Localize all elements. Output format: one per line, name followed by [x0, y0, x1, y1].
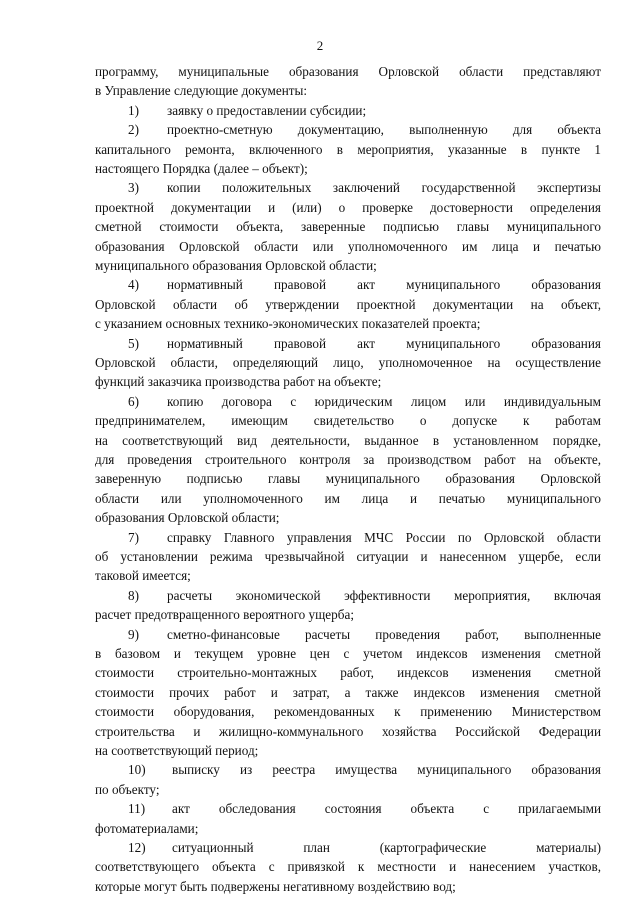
text-line: для проведения строительного контроля за производством работ на объекте,: [95, 452, 601, 467]
list-item-number: 8): [128, 588, 139, 603]
list-item-number: 5): [128, 336, 139, 351]
list-item-text: нормативный правовой акт муниципального образования: [167, 277, 601, 292]
list-item-number: 3): [128, 180, 139, 195]
list-item-text: расчеты экономической эффективности мероприятия, включая: [167, 588, 601, 603]
text-line: образования Орловской области;: [95, 510, 280, 525]
list-item-text: акт обследования состояния объекта с прилагаемыми: [172, 801, 601, 816]
list-item-number: 2): [128, 122, 139, 137]
list-item-text: ситуационный план (картографические материалы): [172, 840, 601, 855]
text-line: строительства и жилищно-коммунального хозяйства Российской Федерации: [95, 724, 601, 739]
text-line: проектной документации и (или) о проверке достоверности определения: [95, 200, 601, 215]
text-line: по объекту;: [95, 782, 160, 797]
list-item-number: 4): [128, 277, 139, 292]
list-item-number: 12): [128, 840, 146, 855]
text-line: функций заказчика производства работ на объекте;: [95, 374, 382, 389]
list-item-text: нормативный правовой акт муниципального образования: [167, 336, 601, 351]
text-line: таковой имеется;: [95, 568, 191, 583]
text-line: Орловской области об утверждении проектной документации на объект,: [95, 297, 601, 312]
text-line: муниципального образования Орловской области;: [95, 258, 377, 273]
text-line: сметной стоимости объекта, заверенные подписью главы муниципального: [95, 219, 601, 234]
text-line: программу, муниципальные образования Орловской области представляют: [95, 64, 601, 79]
text-line: предпринимателем, имеющим свидетельство о допуске к работам: [95, 413, 601, 428]
text-line: области или уполномоченного им лица и печатью муниципального: [95, 491, 601, 506]
text-line: расчет предотвращенного вероятного ущерба;: [95, 607, 354, 622]
text-line: заверенную подписью главы муниципального образования Орловской: [95, 471, 601, 486]
list-item-number: 11): [128, 801, 146, 816]
text-line: стоимости прочих работ и затрат, а также индексов изменения сметной: [95, 685, 601, 700]
list-item-number: 7): [128, 530, 139, 545]
text-line: об установлении режима чрезвычайной ситуации и нанесенном ущербе, если: [95, 549, 601, 564]
text-line: которые могут быть подвержены негативному воздействию вод;: [95, 879, 456, 894]
list-item-text: выписку из реестра имущества муниципального образования: [172, 762, 601, 777]
list-item-number: 1): [128, 103, 139, 118]
text-line: настоящего Порядка (далее – объект);: [95, 161, 308, 176]
list-item-text: копию договора с юридическим лицом или индивидуальным: [167, 394, 601, 409]
page-number: 2: [316, 38, 324, 53]
text-line: образования Орловской области или уполномоченного им лица и печатью: [95, 239, 601, 254]
text-line: в базовом и текущем уровне цен с учетом индексов изменения сметной: [95, 646, 601, 661]
list-item-number: 10): [128, 762, 146, 777]
text-line: стоимости оборудования, рекомендованных к применению Министерством: [95, 704, 601, 719]
list-item-number: 9): [128, 627, 139, 642]
list-item-text: копии положительных заключений государственной экспертизы: [167, 180, 601, 195]
text-line: капитального ремонта, включенного в мероприятия, указанные в пункте 1: [95, 142, 601, 157]
list-item-text: заявку о предоставлении субсидии;: [167, 103, 367, 118]
text-line: Орловской области, определяющий лицо, уполномоченное на осуществление: [95, 355, 601, 370]
list-item-text: справку Главного управления МЧС России по Орловской области: [167, 530, 601, 545]
list-item-text: проектно-сметную документацию, выполненную для объекта: [167, 122, 601, 137]
text-line: фотоматериалами;: [95, 821, 199, 836]
text-line: в Управление следующие документы:: [95, 83, 308, 98]
list-item-number: 6): [128, 394, 139, 409]
text-line: стоимости строительно-монтажных работ, индексов изменения сметной: [95, 665, 601, 680]
list-item-text: сметно-финансовые расчеты проведения работ, выполненные: [167, 627, 601, 642]
text-line: на соответствующий вид деятельности, выданное в установленном порядке,: [95, 433, 601, 448]
text-line: на соответствующий период;: [95, 743, 259, 758]
text-line: соответствующего объекта с привязкой к местности и нанесением участков,: [95, 859, 601, 874]
text-line: с указанием основных технико-экономических показателей проекта;: [95, 316, 481, 331]
